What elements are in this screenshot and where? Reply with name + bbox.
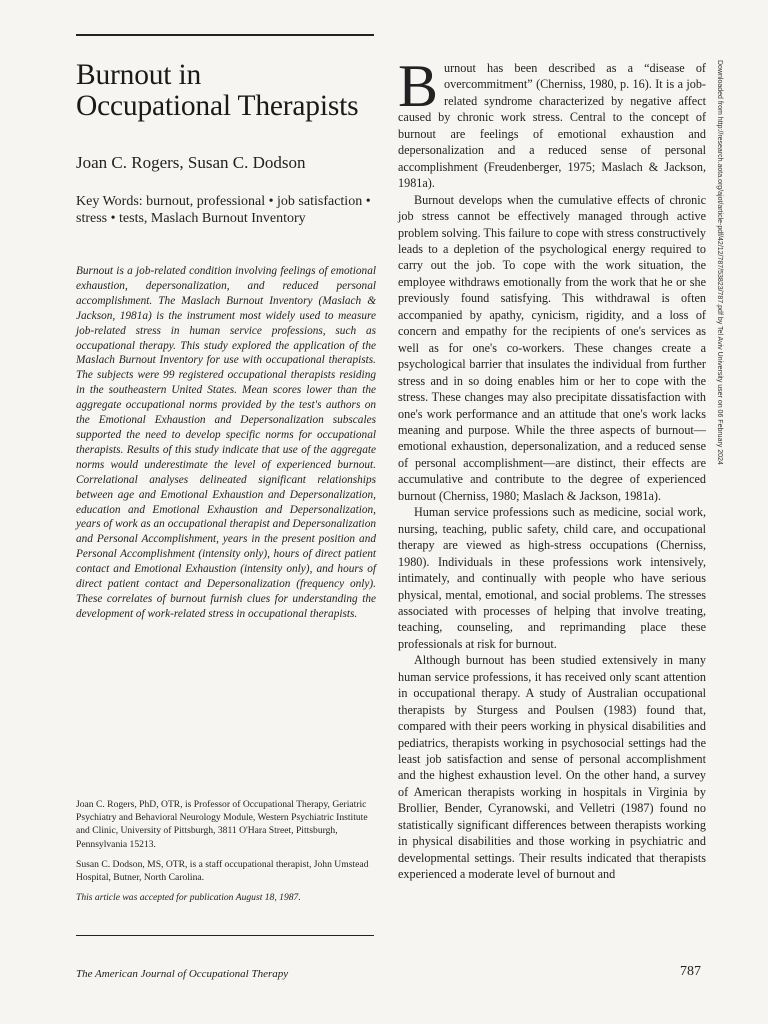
article-title bbox=[76, 60, 376, 122]
paragraph-2: Burnout develops when the cumulative effects of chronic job stress cannot be effectively managed through active problem solving. This failure to cope with stress constructively leads to a depletion of the psychological energy required to carry out the job. To cope with the work situation, the employee withdraws emotionally from the work that he or she previously found satisfying. This withdrawal is often accompanied by apathy, cynicism, rigidity, and a loss of concern and empathy for the recipients of one's services as well as for one's co-workers. These changes create a psychological barrier that insulates the individual from further stress and in so doing enables him or her to cope with the stress. These changes may also precipitate dissatisfaction with one's work performance and an attitude that one's work lacks meaning and purpose. While the three aspects of burnout—emotional exhaustion, depersonalization, and a reduced sense of personal accomplishment—are distinct, their effects are accumulative and contribute to the degree of experienced burnout (Cherniss, 1980; Maslach & Jackson, 1981a). bbox=[398, 192, 706, 503]
left-column bbox=[76, 60, 376, 622]
body-text bbox=[398, 53, 706, 883]
top-rule bbox=[76, 34, 374, 36]
affiliation-rogers: Joan C. Rogers, PhD, OTR, is Professor of Occupational Therapy, Geriatric Psychiatry and Behavioral Neurology Module, Western Psychiatric Institute and Clinic, University of Pittsburgh, 3811 O'Hara Street, Pittsburgh, Pennsylvania 15213. bbox=[76, 799, 368, 850]
acceptance-note: This article was accepted for publication August 18, 1987. bbox=[76, 892, 301, 904]
authors: Joan C. Rogers, Susan C. Dodson bbox=[76, 153, 306, 172]
footer-journal-name: The American Journal of Occupational Therapy bbox=[76, 968, 289, 980]
bottom-rule bbox=[76, 935, 374, 936]
title-line-2: Occupational Therapists bbox=[76, 90, 359, 122]
keywords: Key Words: burnout, professional • job satisfaction • stress • tests, Maslach Burnout Inventory bbox=[76, 194, 371, 226]
drop-cap: B bbox=[398, 53, 439, 119]
affiliations bbox=[76, 798, 376, 911]
paragraph-3: Human service professions such as medicine, social work, nursing, teaching, public safety, child care, and occupational therapy are viewed as high-stress occupations (Cherniss, 1980). Individuals in these professions work intensively, intimately, and continually with people who have serious physical, mental, emotional, and social problems. The stresses associated with processes of helping that involve treating, teaching, counseling, and reprimanding place these professionals at risk for burnout. bbox=[398, 505, 706, 651]
abstract: Burnout is a job-related condition involving feelings of emotional exhaustion, depersonalization, and reduced personal accomplishment. The Maslach Burnout Inventory (Maslach & Jackson, 1981a) is the instrument most widely used to measure job-related stress in human service professions, such as occupational therapy. This study explored the application of the Maslach Burnout Inventory for use with occupational therapists. The subjects were 99 registered occupational therapists residing in the southeastern United States. Mean scores lower than the aggregate occupational norms provided by the test's authors on the Emotional Exhaustion and Depersonalization subscales supported the need to develop specific norms for occupational therapists. Results of this study indicate that use of the aggregate norms would underestimate the level of experienced burnout. Correlational analyses delineated significant relationships between age and Emotional Exhaustion and Depersonalization, education and Emotional Exhaustion and Depersonalization, years of work as an occupational therapist and Depersonalization and Personal Accomplishment, years in the present position and Personal Accomplishment (intensity only), hours of direct patient contact and Emotional Exhaustion (intensity only), and hours of direct patient contact and Depersonalization (frequency only). These correlates of burnout furnish clues for understanding the development of work-related stress in occupational therapists. bbox=[76, 265, 376, 620]
paragraph-1 bbox=[398, 53, 706, 192]
paragraph-4: Although burnout has been studied extensively in many human service professions, it has received only scant attention in occupational therapy. A study of Australian occupational therapists by Sturgess and Poulsen (1983) found that, compared with their peers working in physical disabilities and pediatrics, therapists working in psychosocial settings had the least job satisfaction and sense of personal accomplishment and the highest exhaustion level. On the other hand, a survey of American therapists working in hospitals in Virginia by Brollier, Bender, Cyranowski, and Velletri (1987) found no statistically significant differences between therapists working in physical disabilities and those working in psychiatric and developmental settings. Their results indicated that therapists experienced a moderate level of burnout and bbox=[398, 653, 706, 882]
title-line-1: Burnout in bbox=[76, 59, 202, 91]
download-watermark: Downloaded from http://research.aota.org/ajot/article-pdf/42/12/787/53823/787.pdf by Tel Aviv University user on 06 February 2024 bbox=[716, 60, 723, 465]
paragraph-1-text: urnout has been described as a “disease of overcommitment” (Cherniss, 1980, p. 16). It is a job-related syndrome characterized by negative affect caused by chronic work stress. Central to the concept of burnout are feelings of emotional exhaustion and depersonalization and a reduced sense of personal accomplishment (Freudenberger, 1975; Maslach & Jackson, 1981a). bbox=[398, 61, 706, 191]
affiliation-dodson: Susan C. Dodson, MS, OTR, is a staff occupational therapist, John Umstead Hospital, Butner, North Carolina. bbox=[76, 858, 369, 884]
page-number: 787 bbox=[680, 964, 701, 979]
